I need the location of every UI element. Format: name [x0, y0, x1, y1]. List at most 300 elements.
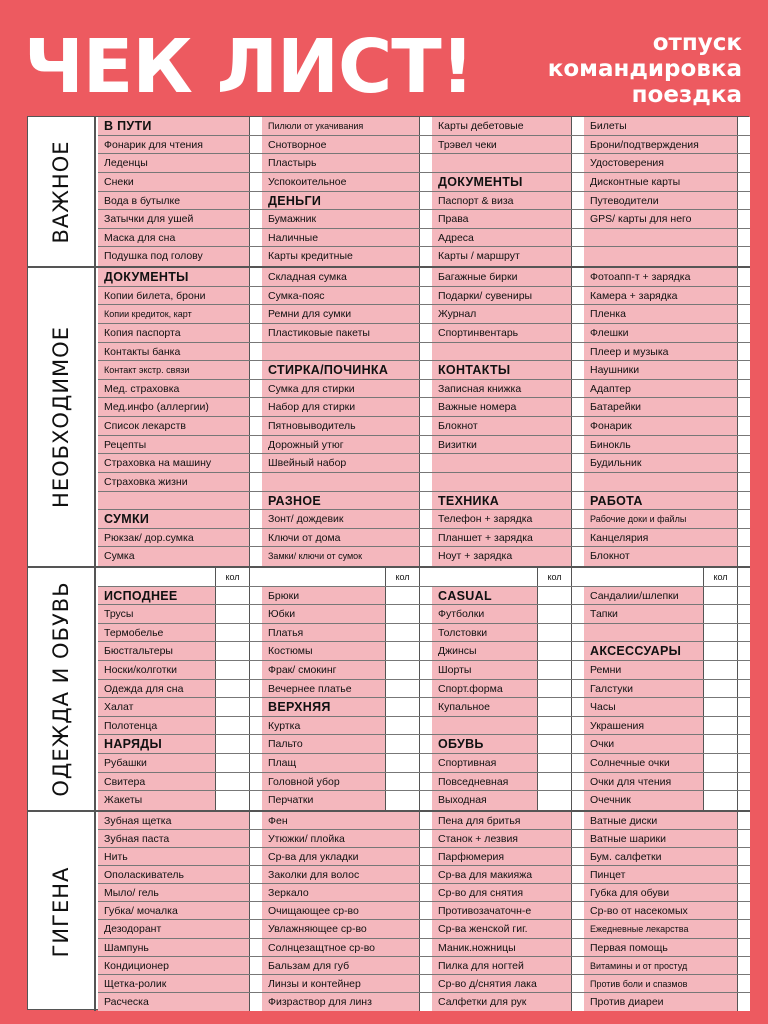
quantity-field[interactable]	[386, 605, 420, 623]
checkbox[interactable]	[572, 698, 584, 716]
quantity-field[interactable]	[538, 661, 572, 679]
checklist-item[interactable]	[584, 343, 750, 362]
checkbox[interactable]	[420, 939, 432, 956]
checklist-item[interactable]	[432, 529, 584, 548]
checkbox[interactable]	[572, 957, 584, 974]
quantity-field[interactable]	[386, 735, 420, 753]
checklist-item[interactable]	[584, 417, 750, 436]
checklist-item[interactable]	[584, 939, 750, 957]
checklist-item[interactable]	[98, 680, 262, 699]
checklist-item[interactable]	[432, 324, 584, 343]
checkbox[interactable]	[250, 136, 262, 154]
checkbox[interactable]	[738, 473, 750, 491]
checkbox[interactable]	[738, 136, 750, 154]
checklist-item[interactable]	[584, 247, 750, 266]
checkbox[interactable]	[572, 305, 584, 323]
checkbox[interactable]	[738, 754, 750, 772]
checkbox[interactable]	[420, 529, 432, 547]
checkbox[interactable]	[420, 791, 432, 810]
checkbox[interactable]	[738, 510, 750, 528]
checklist-item[interactable]	[432, 812, 584, 830]
checkbox[interactable]	[420, 587, 432, 605]
checklist-item[interactable]	[262, 136, 432, 155]
checklist-item[interactable]	[98, 287, 262, 306]
checklist-item[interactable]	[98, 773, 262, 792]
checklist-item[interactable]	[432, 902, 584, 920]
checklist-item[interactable]	[432, 773, 584, 792]
checkbox[interactable]	[738, 920, 750, 937]
checklist-item[interactable]	[584, 605, 750, 624]
checklist-item[interactable]	[98, 884, 262, 902]
checklist-item[interactable]	[98, 454, 262, 473]
checkbox[interactable]	[572, 717, 584, 735]
checkbox[interactable]	[572, 642, 584, 660]
checkbox[interactable]	[738, 812, 750, 829]
checkbox[interactable]	[250, 229, 262, 247]
checkbox[interactable]	[420, 343, 432, 361]
checklist-item[interactable]	[432, 698, 584, 717]
checkbox[interactable]	[420, 247, 432, 266]
checkbox[interactable]	[250, 154, 262, 172]
checkbox[interactable]	[738, 436, 750, 454]
quantity-field[interactable]	[704, 773, 738, 791]
checkbox[interactable]	[738, 324, 750, 342]
checkbox[interactable]	[572, 587, 584, 605]
checklist-item[interactable]	[432, 605, 584, 624]
checklist-item[interactable]	[98, 791, 262, 810]
checklist-item[interactable]	[584, 436, 750, 455]
checkbox[interactable]	[738, 717, 750, 735]
checklist-item[interactable]	[98, 229, 262, 248]
checkbox[interactable]	[738, 642, 750, 660]
checkbox[interactable]	[572, 454, 584, 472]
checklist-item[interactable]	[98, 939, 262, 957]
checklist-item[interactable]	[98, 398, 262, 417]
checklist-item[interactable]	[432, 436, 584, 455]
checklist-item[interactable]	[262, 902, 432, 920]
quantity-field[interactable]	[386, 698, 420, 716]
checklist-item[interactable]	[262, 229, 432, 248]
checkbox[interactable]	[250, 417, 262, 435]
quantity-field[interactable]	[216, 605, 250, 623]
checklist-item[interactable]	[584, 920, 750, 938]
checklist-item[interactable]	[432, 417, 584, 436]
checkbox[interactable]	[420, 454, 432, 472]
checkbox[interactable]	[250, 173, 262, 191]
checklist-item[interactable]	[98, 698, 262, 717]
checkbox[interactable]	[420, 698, 432, 716]
checklist-item[interactable]	[432, 717, 584, 736]
checkbox[interactable]	[420, 642, 432, 660]
checkbox[interactable]	[250, 642, 262, 660]
checklist-item[interactable]	[584, 136, 750, 155]
checklist-item[interactable]	[98, 210, 262, 229]
checkbox[interactable]	[738, 848, 750, 865]
checklist-item[interactable]	[584, 210, 750, 229]
checkbox[interactable]	[250, 568, 262, 586]
checkbox[interactable]	[420, 680, 432, 698]
checklist-item[interactable]	[262, 529, 432, 548]
checklist-item[interactable]	[262, 812, 432, 830]
checklist-item[interactable]	[98, 642, 262, 661]
checklist-item[interactable]	[432, 210, 584, 229]
checkbox[interactable]	[250, 547, 262, 566]
checkbox[interactable]	[420, 287, 432, 305]
checklist-item[interactable]	[584, 866, 750, 884]
checklist-item[interactable]	[432, 192, 584, 211]
checkbox[interactable]	[420, 268, 432, 286]
checkbox[interactable]	[250, 830, 262, 847]
checkbox[interactable]	[250, 920, 262, 937]
quantity-field[interactable]	[704, 735, 738, 753]
checkbox[interactable]	[420, 866, 432, 883]
checklist-item[interactable]	[262, 754, 432, 773]
quantity-field[interactable]	[704, 680, 738, 698]
checklist-item[interactable]	[262, 380, 432, 399]
checkbox[interactable]	[250, 492, 262, 510]
checklist-item[interactable]	[262, 417, 432, 436]
checkbox[interactable]	[572, 117, 584, 135]
checkbox[interactable]	[250, 454, 262, 472]
quantity-field[interactable]	[538, 605, 572, 623]
checklist-item[interactable]	[432, 830, 584, 848]
checkbox[interactable]	[572, 568, 584, 586]
checklist-item[interactable]	[262, 848, 432, 866]
checkbox[interactable]	[738, 605, 750, 623]
checkbox[interactable]	[420, 398, 432, 416]
checkbox[interactable]	[420, 324, 432, 342]
checkbox[interactable]	[250, 848, 262, 865]
checklist-item[interactable]	[262, 454, 432, 473]
checkbox[interactable]	[420, 117, 432, 135]
checkbox[interactable]	[572, 624, 584, 642]
checklist-item[interactable]	[584, 154, 750, 173]
checklist-item[interactable]	[432, 680, 584, 699]
quantity-field[interactable]	[704, 791, 738, 810]
checklist-item[interactable]	[432, 848, 584, 866]
checkbox[interactable]	[572, 812, 584, 829]
quantity-field[interactable]	[386, 754, 420, 772]
checkbox[interactable]	[572, 735, 584, 753]
checkbox[interactable]	[572, 848, 584, 865]
checkbox[interactable]	[572, 791, 584, 810]
checklist-item[interactable]	[262, 173, 432, 192]
checkbox[interactable]	[572, 473, 584, 491]
checklist-item[interactable]	[98, 492, 262, 511]
checklist-item[interactable]	[262, 975, 432, 993]
quantity-field[interactable]	[386, 791, 420, 810]
checkbox[interactable]	[738, 343, 750, 361]
checkbox[interactable]	[420, 154, 432, 172]
checklist-item[interactable]	[262, 547, 432, 566]
checklist-item[interactable]	[432, 154, 584, 173]
checklist-item[interactable]	[432, 957, 584, 975]
checklist-item[interactable]	[584, 287, 750, 306]
checklist-item[interactable]	[584, 975, 750, 993]
checklist-item[interactable]	[98, 305, 262, 324]
checkbox[interactable]	[250, 210, 262, 228]
checkbox[interactable]	[572, 920, 584, 937]
checkbox[interactable]	[420, 920, 432, 937]
checkbox[interactable]	[738, 975, 750, 992]
checklist-item[interactable]	[432, 624, 584, 643]
checklist-item[interactable]	[98, 529, 262, 548]
checklist-item[interactable]	[98, 848, 262, 866]
checkbox[interactable]	[738, 547, 750, 566]
checklist-item[interactable]	[262, 324, 432, 343]
checkbox[interactable]	[420, 773, 432, 791]
checkbox[interactable]	[420, 436, 432, 454]
checkbox[interactable]	[420, 361, 432, 379]
quantity-field[interactable]	[538, 791, 572, 810]
checkbox[interactable]	[420, 754, 432, 772]
checklist-item[interactable]	[98, 754, 262, 773]
checkbox[interactable]	[250, 529, 262, 547]
checklist-item[interactable]	[262, 939, 432, 957]
checkbox[interactable]	[420, 305, 432, 323]
checkbox[interactable]	[420, 605, 432, 623]
checkbox[interactable]	[738, 680, 750, 698]
checklist-item[interactable]	[432, 791, 584, 810]
checklist-item[interactable]	[432, 920, 584, 938]
checkbox[interactable]	[738, 305, 750, 323]
quantity-field[interactable]	[386, 661, 420, 679]
checkbox[interactable]	[738, 791, 750, 810]
checklist-item[interactable]	[98, 473, 262, 492]
checkbox[interactable]	[420, 735, 432, 753]
checklist-item[interactable]	[584, 680, 750, 699]
checklist-item[interactable]	[98, 436, 262, 455]
checkbox[interactable]	[420, 830, 432, 847]
checkbox[interactable]	[250, 993, 262, 1011]
checklist-item[interactable]	[98, 417, 262, 436]
quantity-field[interactable]	[704, 698, 738, 716]
checklist-item[interactable]	[432, 975, 584, 993]
checklist-item[interactable]	[98, 343, 262, 362]
quantity-field[interactable]	[216, 717, 250, 735]
checklist-item[interactable]	[584, 117, 750, 136]
quantity-field[interactable]	[704, 587, 738, 605]
checklist-item[interactable]	[262, 343, 432, 362]
checklist-item[interactable]	[262, 642, 432, 661]
checkbox[interactable]	[420, 510, 432, 528]
checklist-item[interactable]	[584, 324, 750, 343]
quantity-field[interactable]	[538, 642, 572, 660]
quantity-field[interactable]	[386, 587, 420, 605]
checkbox[interactable]	[250, 324, 262, 342]
checkbox[interactable]	[572, 398, 584, 416]
checkbox[interactable]	[738, 529, 750, 547]
checkbox[interactable]	[738, 773, 750, 791]
checkbox[interactable]	[738, 993, 750, 1011]
checklist-item[interactable]	[262, 436, 432, 455]
quantity-field[interactable]	[704, 642, 738, 660]
quantity-field[interactable]	[216, 624, 250, 642]
quantity-field[interactable]	[216, 587, 250, 605]
checklist-item[interactable]	[262, 993, 432, 1011]
checkbox[interactable]	[572, 417, 584, 435]
checkbox[interactable]	[572, 436, 584, 454]
checkbox[interactable]	[738, 866, 750, 883]
checkbox[interactable]	[250, 884, 262, 901]
checkbox[interactable]	[572, 773, 584, 791]
checklist-item[interactable]	[98, 661, 262, 680]
checklist-item[interactable]	[98, 324, 262, 343]
checkbox[interactable]	[738, 417, 750, 435]
checkbox[interactable]	[250, 812, 262, 829]
checkbox[interactable]	[738, 698, 750, 716]
checklist-item[interactable]	[584, 473, 750, 492]
checklist-item[interactable]	[98, 361, 262, 380]
checklist-item[interactable]	[432, 136, 584, 155]
checkbox[interactable]	[250, 717, 262, 735]
checkbox[interactable]	[250, 939, 262, 956]
quantity-field[interactable]	[216, 773, 250, 791]
checkbox[interactable]	[572, 993, 584, 1011]
checkbox[interactable]	[738, 380, 750, 398]
checkbox[interactable]	[738, 454, 750, 472]
quantity-field[interactable]	[704, 754, 738, 772]
quantity-field[interactable]	[538, 773, 572, 791]
checkbox[interactable]	[738, 568, 750, 586]
checklist-item[interactable]	[262, 605, 432, 624]
checkbox[interactable]	[250, 305, 262, 323]
checkbox[interactable]	[250, 268, 262, 286]
quantity-field[interactable]	[704, 717, 738, 735]
checkbox[interactable]	[420, 902, 432, 919]
checkbox[interactable]	[572, 680, 584, 698]
checkbox[interactable]	[738, 287, 750, 305]
checklist-item[interactable]	[262, 661, 432, 680]
checklist-item[interactable]	[584, 957, 750, 975]
checkbox[interactable]	[738, 939, 750, 956]
checklist-item[interactable]	[584, 173, 750, 192]
checkbox[interactable]	[572, 510, 584, 528]
checkbox[interactable]	[250, 398, 262, 416]
checkbox[interactable]	[738, 902, 750, 919]
checkbox[interactable]	[738, 830, 750, 847]
checklist-item[interactable]	[262, 717, 432, 736]
checkbox[interactable]	[250, 247, 262, 266]
checklist-item[interactable]	[584, 830, 750, 848]
checklist-item[interactable]	[432, 398, 584, 417]
checklist-item[interactable]	[432, 380, 584, 399]
quantity-field[interactable]	[538, 680, 572, 698]
quantity-field[interactable]	[704, 624, 738, 642]
checkbox[interactable]	[420, 993, 432, 1011]
checklist-item[interactable]	[584, 754, 750, 773]
checklist-item[interactable]	[584, 773, 750, 792]
checklist-item[interactable]	[262, 830, 432, 848]
checklist-item[interactable]	[98, 902, 262, 920]
checkbox[interactable]	[420, 229, 432, 247]
quantity-field[interactable]	[386, 642, 420, 660]
checklist-item[interactable]	[98, 173, 262, 192]
checkbox[interactable]	[250, 735, 262, 753]
checkbox[interactable]	[420, 192, 432, 210]
checkbox[interactable]	[250, 605, 262, 623]
checkbox[interactable]	[738, 492, 750, 510]
checklist-item[interactable]	[432, 473, 584, 492]
checklist-item[interactable]	[262, 773, 432, 792]
checklist-item[interactable]	[432, 939, 584, 957]
checkbox[interactable]	[572, 902, 584, 919]
checklist-item[interactable]	[432, 117, 584, 136]
checkbox[interactable]	[572, 975, 584, 992]
checkbox[interactable]	[738, 117, 750, 135]
checklist-item[interactable]	[584, 698, 750, 717]
checklist-item[interactable]	[98, 717, 262, 736]
checkbox[interactable]	[420, 173, 432, 191]
checklist-item[interactable]	[432, 754, 584, 773]
checkbox[interactable]	[738, 884, 750, 901]
checkbox[interactable]	[738, 210, 750, 228]
checkbox[interactable]	[250, 680, 262, 698]
quantity-field[interactable]	[216, 791, 250, 810]
checkbox[interactable]	[738, 247, 750, 266]
checklist-item[interactable]	[262, 510, 432, 529]
checkbox[interactable]	[250, 624, 262, 642]
checkbox[interactable]	[420, 957, 432, 974]
checkbox[interactable]	[250, 866, 262, 883]
checklist-item[interactable]	[98, 154, 262, 173]
checkbox[interactable]	[420, 812, 432, 829]
checkbox[interactable]	[572, 324, 584, 342]
checklist-item[interactable]	[584, 902, 750, 920]
quantity-field[interactable]	[538, 717, 572, 735]
checklist-item[interactable]	[584, 993, 750, 1011]
checkbox[interactable]	[250, 192, 262, 210]
quantity-field[interactable]	[216, 642, 250, 660]
checklist-item[interactable]	[432, 229, 584, 248]
checklist-item[interactable]	[432, 547, 584, 566]
checklist-item[interactable]	[432, 866, 584, 884]
checklist-item[interactable]	[262, 587, 432, 606]
checkbox[interactable]	[572, 210, 584, 228]
checkbox[interactable]	[572, 173, 584, 191]
checklist-item[interactable]	[98, 136, 262, 155]
checklist-item[interactable]	[98, 605, 262, 624]
checklist-item[interactable]	[432, 247, 584, 266]
checkbox[interactable]	[420, 661, 432, 679]
checklist-item[interactable]	[262, 287, 432, 306]
checkbox[interactable]	[420, 492, 432, 510]
checklist-item[interactable]	[262, 866, 432, 884]
checklist-item[interactable]	[262, 305, 432, 324]
quantity-field[interactable]	[386, 717, 420, 735]
quantity-field[interactable]	[538, 587, 572, 605]
checkbox[interactable]	[572, 136, 584, 154]
quantity-field[interactable]	[216, 754, 250, 772]
quantity-field[interactable]	[216, 680, 250, 698]
checklist-item[interactable]	[98, 812, 262, 830]
checklist-item[interactable]	[584, 305, 750, 324]
quantity-field[interactable]	[386, 680, 420, 698]
checklist-item[interactable]	[584, 791, 750, 810]
checklist-item[interactable]	[432, 305, 584, 324]
checkbox[interactable]	[250, 587, 262, 605]
checklist-item[interactable]	[584, 510, 750, 529]
checkbox[interactable]	[572, 939, 584, 956]
checklist-item[interactable]	[584, 661, 750, 680]
checklist-item[interactable]	[584, 192, 750, 211]
checkbox[interactable]	[572, 661, 584, 679]
checkbox[interactable]	[420, 473, 432, 491]
quantity-field[interactable]	[216, 698, 250, 716]
checkbox[interactable]	[250, 361, 262, 379]
checklist-item[interactable]	[98, 247, 262, 266]
checkbox[interactable]	[738, 587, 750, 605]
